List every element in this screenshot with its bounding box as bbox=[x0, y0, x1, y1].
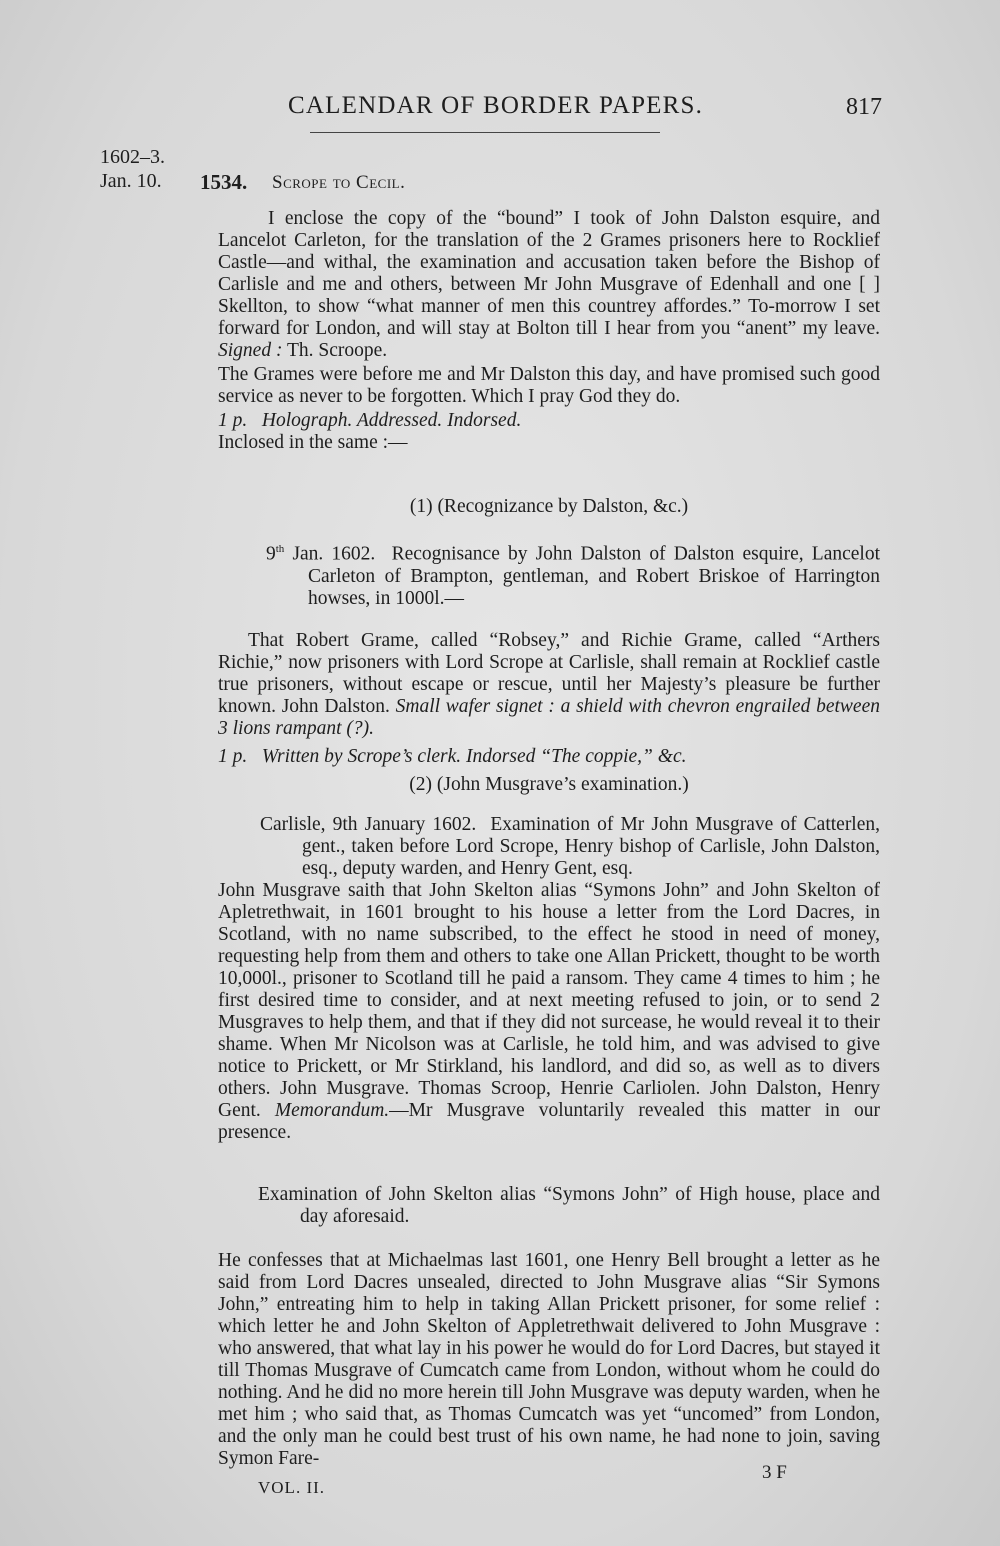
enclosure-1-body: That Robert Grame, called “Robsey,” and Richie Grame, called “Arthers Richie,” now prisoners with Lord Scrope at Carlisle, shall remain at Rocklief castle true prisoners, without escape or rescue, until her Majesty’s pleasure be further known. John Dalston. Small wafer signet : a shield with chevron engrailed between 3 lions rampant (?). bbox=[218, 629, 880, 739]
volume-label: VOL. II. bbox=[258, 1478, 326, 1497]
signed-label: Signed : bbox=[218, 340, 283, 361]
enclosure-3-body: He confesses that at Michaelmas last 1601, one Henry Bell brought a letter as he said from Lord Dacres unsealed, directed to John Musgrave alias “Sir Symons John,” entreating him to help in taking Allan Prickett prisoner, for some relief : which letter he and John Skelton of Appletrethwait delivered to John Musgrave : who answered, that what lay in his power he would do for Lord Dacres, but stayed it till Thomas Musgrave of Cumcatch came from London, without whom he could do nothing. And he did no more herein till John Musgrave was deputy warden, when he met him ; who said that, as Thomas Cumcatch was yet “uncomed” from London, and the only man he could best trust of his own name, he had none to join, saving Symon Fare- bbox=[218, 1250, 880, 1469]
letter-note: 1 p. Holograph. Addressed. Indorsed. bbox=[218, 410, 522, 431]
letter-postscript: The Grames were before me and Mr Dalston this day, and have promised such good service as never to be forgotten. Which I pray God they do. bbox=[218, 364, 880, 407]
letter-section bbox=[218, 208, 880, 454]
letter-paragraph: I enclose the copy of the “bound” I took of John Dalston esquire, and Lancelot Carleton, for the translation of the 2 Grames prisoners here to Rocklief Castle—and withal, the examination and accusation taken before the Bishop of Carlisle and me and others, between Mr John Musgrave of Edenhall and one [ ] Skellton, to show “what manner of men this countrey affordes.” To-morrow I set forward for London, and will stay at Bolton till I hear from you “anent” my leave. Signed : Th. Scroope. bbox=[218, 208, 880, 361]
enclosure-2-body: John Musgrave saith that John Skelton alias “Symons John” and John Skelton of Apletrethwait, in 1601 brought to his house a letter from the Lord Dacres, in Scotland, with no name subscribed, to the effect he stood in need of money, requesting help from them and others to take one Allan Prickett, thought to be worth 10,000l., prisoner to Scotland till he paid a ransom. They came 4 times to him ; he first desired time to consider, and at next meeting refused to join, or to send 2 Musgraves to help them, and that if they did not surcease, he would reveal it to their shame. When Mr Nicolson was at Carlisle, he told him, and was advised to give notice to Prickett, or Mr Stirkland, his landlord, and did so, as well as to divers others. John Musgrave. Thomas Scroop, Henrie Carliolen. John Dalston, Henry Gent. Memorandum.—Mr Musgrave voluntarily revealed this matter in our presence. bbox=[218, 880, 880, 1143]
signed-name: Th. Scroope. bbox=[286, 340, 388, 361]
entry-date: Jan. 10. bbox=[100, 170, 162, 192]
entry-number: 1534. bbox=[200, 170, 248, 194]
header-rule bbox=[310, 132, 660, 133]
enclosure-1-heading: (1) (Recognizance by Dalston, &c.) bbox=[409, 496, 689, 517]
running-header bbox=[0, 92, 1000, 132]
entry-title: Scrope to Cecil. bbox=[272, 172, 406, 193]
enclosure-1-summary: 9th Jan. 1602. Recognisance by John Dalston of Dalston esquire, Lancelot Carleton of Brampton, gentleman, and Robert Briskoe of Harrington howses, in 1000l.— bbox=[266, 543, 881, 609]
enclosure-2-summary: Carlisle, 9th January 1602. Examination of Mr John Musgrave of Catterlen, gent., taken before Lord Scrope, Henry bishop of Carlisle, John Dalston, esq., deputy warden, and Henry Gent, esq. bbox=[260, 814, 881, 879]
seal-description: Small wafer signet : a shield with chevron engrailed between 3 lions rampant (?). bbox=[218, 695, 880, 739]
enclosure-3-summary: Examination of John Skelton alias “Symons John” of High house, place and day aforesaid. bbox=[258, 1184, 880, 1227]
memo-label: Memorandum. bbox=[274, 1100, 390, 1121]
running-title: CALENDAR OF BORDER PAPERS. bbox=[288, 92, 704, 119]
enclosure-1-note: 1 p. Written by Scrope’s clerk. Indorsed “The coppie,” &c. bbox=[218, 745, 687, 767]
enclosure-3 bbox=[218, 1184, 880, 1470]
enclosure-2 bbox=[218, 774, 880, 1144]
entry-year: 1602–3. bbox=[100, 146, 165, 168]
page-number: 817 bbox=[846, 94, 882, 120]
inclosed-line: Inclosed in the same :— bbox=[218, 432, 408, 453]
enclosure-2-heading: (2) (John Musgrave’s examination.) bbox=[409, 774, 689, 795]
enclosure-1 bbox=[218, 496, 880, 768]
signature-mark: 3 F bbox=[762, 1462, 787, 1483]
